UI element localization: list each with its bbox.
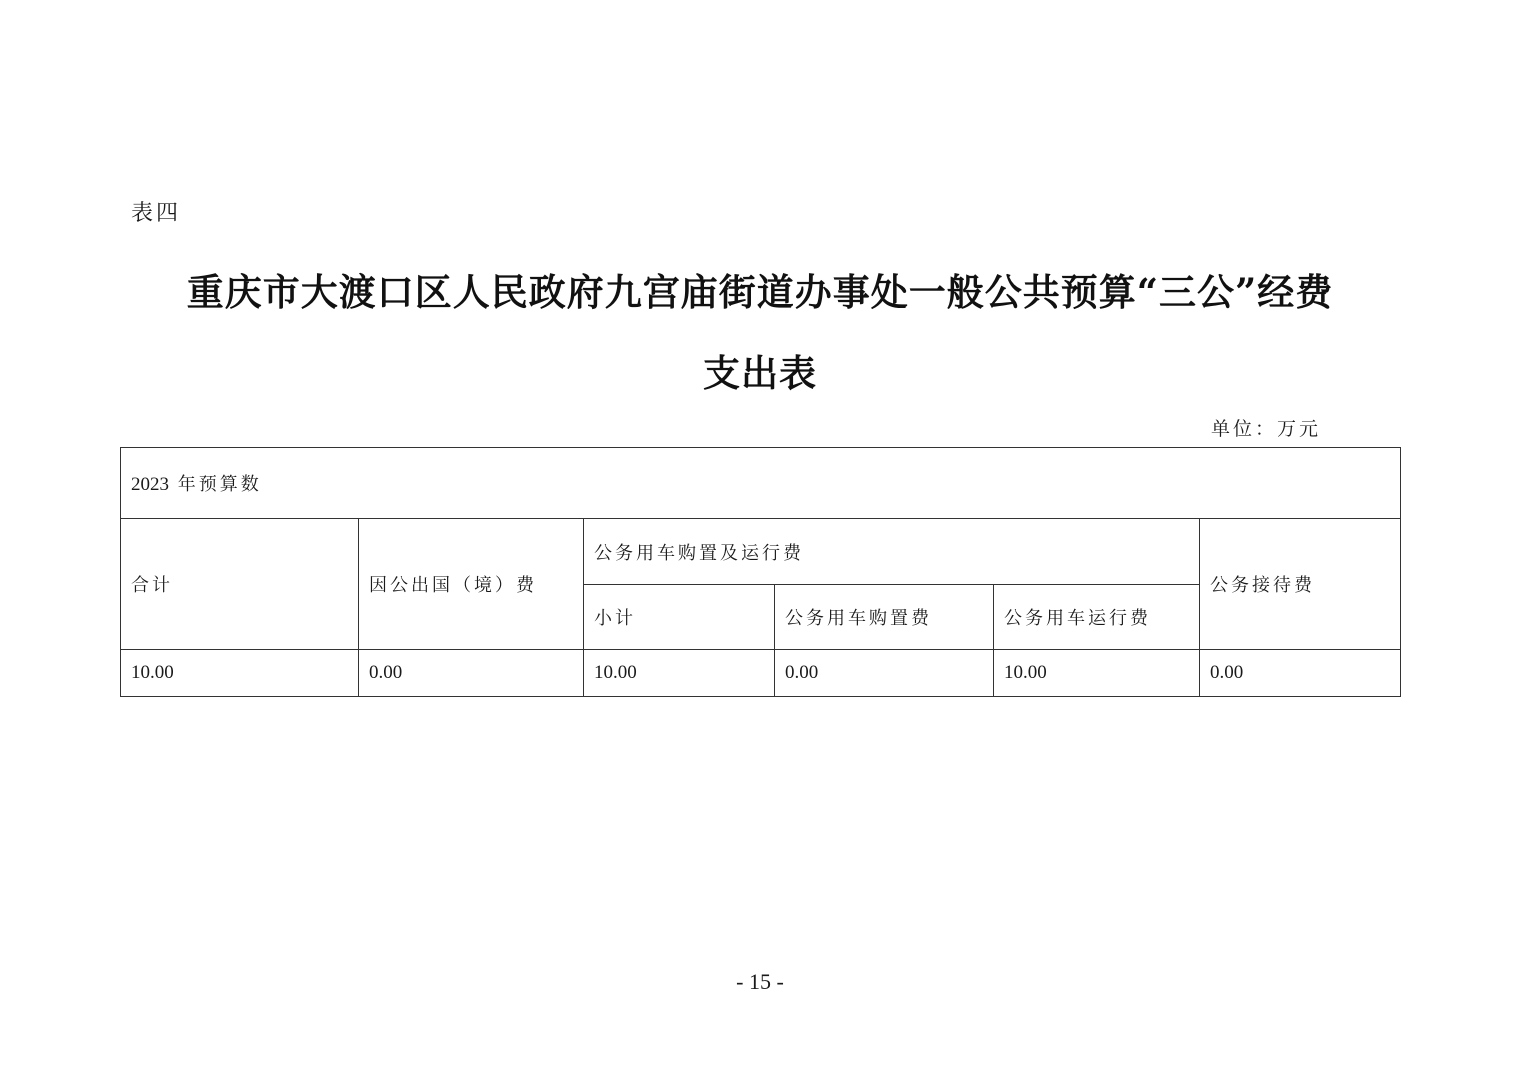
header-vehicle-group: 公务用车购置及运行费 bbox=[584, 519, 1200, 585]
header-reception: 公务接待费 bbox=[1200, 519, 1401, 650]
header-overseas: 因公出国（境）费 bbox=[359, 519, 584, 650]
header-subtotal: 小计 bbox=[584, 585, 775, 650]
value-total: 10.00 bbox=[121, 650, 359, 697]
unit-label: 单位：万元 bbox=[1211, 418, 1322, 440]
value-vehicle-operation: 10.00 bbox=[994, 650, 1200, 697]
value-vehicle-purchase: 0.00 bbox=[775, 650, 994, 697]
value-row bbox=[121, 650, 1401, 697]
header-vehicle-purchase: 公务用车购置费 bbox=[775, 585, 994, 650]
document-title-line2: 支出表 bbox=[703, 351, 817, 395]
year-header-cell bbox=[121, 448, 1401, 519]
year-header-row bbox=[121, 448, 1401, 519]
value-subtotal: 10.00 bbox=[584, 650, 775, 697]
value-overseas: 0.00 bbox=[359, 650, 584, 697]
year-header-text: 年预算数 bbox=[177, 474, 262, 495]
budget-table bbox=[120, 447, 1401, 697]
header-vehicle-operation: 公务用车运行费 bbox=[994, 585, 1200, 650]
page-number: - 15 - bbox=[736, 969, 784, 994]
header-row-top bbox=[121, 519, 1401, 585]
year-header-year: 2023 bbox=[131, 474, 169, 495]
document-title-line1: 重庆市大渡口区人民政府九宫庙街道办事处一般公共预算“三公”经费 bbox=[186, 270, 1334, 314]
table-label: 表四 bbox=[131, 201, 182, 226]
header-total: 合计 bbox=[121, 519, 359, 650]
value-reception: 0.00 bbox=[1200, 650, 1401, 697]
